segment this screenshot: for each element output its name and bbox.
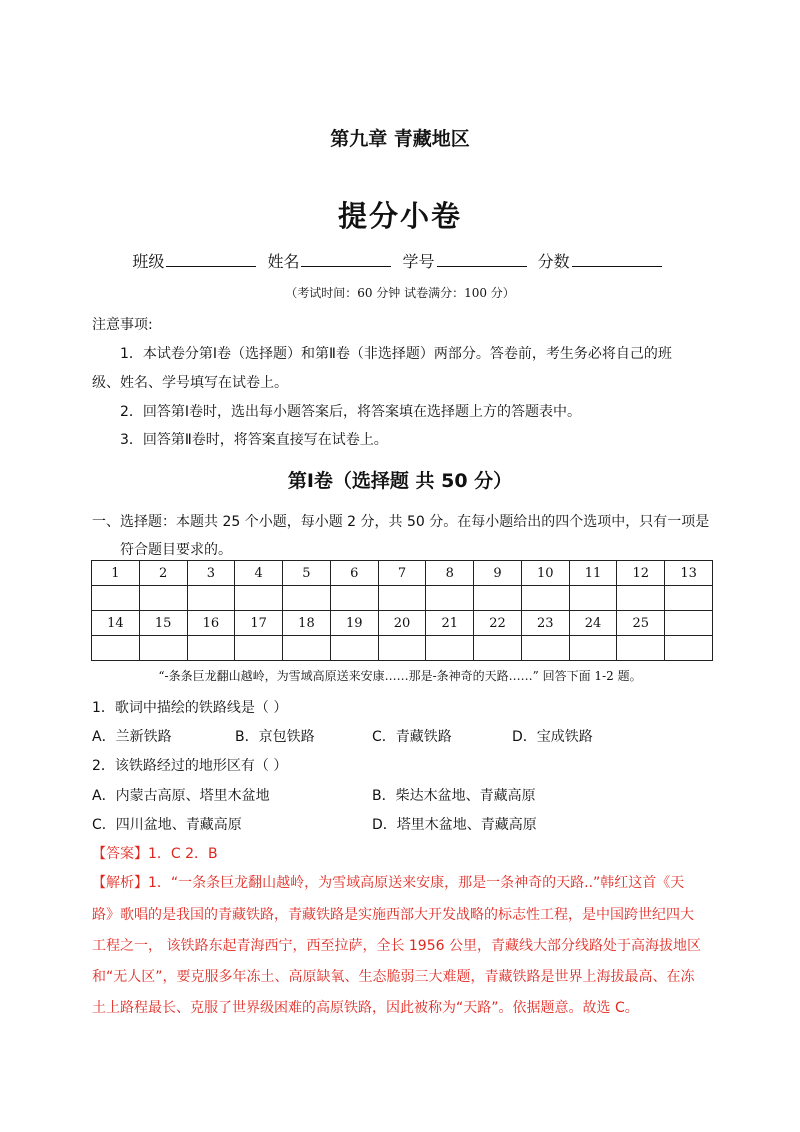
question-2-option-d[interactable]: D．塔里木盆地、青藏高原 — [372, 817, 537, 833]
student-info-row — [0, 249, 800, 272]
paper-title: 提分小卷 — [337, 199, 462, 233]
answer-cell[interactable] — [569, 636, 617, 661]
answer-cell[interactable] — [330, 636, 378, 661]
notice-item-2: 2．回答第Ⅰ卷时，选出每小题答案后，将答案填在选择题上方的答题表中。 — [120, 404, 582, 420]
exam-info: （考试时间：60 分钟 试卷满分：100 分） — [285, 286, 515, 300]
table-cell: 2 — [139, 561, 187, 586]
table-cell: 19 — [330, 611, 378, 636]
name-blank[interactable] — [301, 252, 391, 267]
table-cell: 18 — [283, 611, 331, 636]
table-cell: 16 — [187, 611, 235, 636]
table-cell: 11 — [569, 561, 617, 586]
answer-cell[interactable] — [283, 586, 331, 611]
table-cell: 22 — [474, 611, 522, 636]
table-cell: 21 — [426, 611, 474, 636]
section-instruction: 一、选择题：本题共 25 个小题，每小题 2 分，共 50 分。在每小题给出的四个选项中，只有一项是 — [92, 514, 710, 530]
table-cell: 5 — [283, 561, 331, 586]
table-cell: 6 — [330, 561, 378, 586]
table-cell: 14 — [92, 611, 140, 636]
quote-stem: “-条条巨龙翻山越岭，为雪域高原送来安康……那是-条神奇的天路……” 回答下面 1-2 题。 — [158, 669, 642, 683]
student-id-blank[interactable] — [437, 252, 527, 267]
answer-table — [91, 560, 713, 661]
analysis-line-5: 土上路程最长、克服了世界级困难的高原铁路，因此被称为“天路”。依据题意。故选 C。 — [92, 1000, 639, 1016]
section-title: 第Ⅰ卷（选择题 共 50 分） — [287, 470, 513, 492]
answer-key: 【答案】1．C 2．B — [92, 846, 218, 862]
question-1-option-a[interactable]: A．兰新铁路 — [92, 729, 172, 745]
table-cell: 23 — [521, 611, 569, 636]
answer-cell[interactable] — [283, 636, 331, 661]
table-cell: 24 — [569, 611, 617, 636]
class-blank[interactable] — [166, 252, 256, 267]
answer-cell[interactable] — [474, 636, 522, 661]
answer-cell[interactable] — [330, 586, 378, 611]
answer-table-number-row — [92, 561, 713, 586]
answer-cell[interactable] — [235, 636, 283, 661]
section-instruction-cont: 符合题目要求的。 — [120, 542, 232, 558]
name-label: 姓名 — [267, 252, 300, 271]
notice-item-1-cont: 级、姓名、学号填写在试卷上。 — [92, 375, 288, 391]
answer-cell[interactable] — [92, 636, 140, 661]
class-label: 班级 — [132, 252, 165, 271]
answer-cell[interactable] — [235, 586, 283, 611]
table-cell: 15 — [139, 611, 187, 636]
answer-cell[interactable] — [187, 586, 235, 611]
table-cell: 9 — [474, 561, 522, 586]
question-2-stem: 2．该铁路经过的地形区有（ ） — [92, 758, 288, 774]
answer-cell[interactable] — [521, 636, 569, 661]
score-label: 分数 — [537, 252, 570, 271]
answer-cell[interactable] — [139, 586, 187, 611]
table-cell: 25 — [617, 611, 665, 636]
question-1-stem: 1．歌词中描绘的铁路线是（ ） — [92, 700, 288, 716]
answer-cell[interactable] — [617, 586, 665, 611]
table-cell: 1 — [92, 561, 140, 586]
answer-cell[interactable] — [665, 586, 713, 611]
answer-cell[interactable] — [665, 636, 713, 661]
answer-cell[interactable] — [139, 636, 187, 661]
table-cell: 13 — [665, 561, 713, 586]
question-2-option-b[interactable]: B．柴达木盆地、青藏高原 — [372, 788, 536, 804]
answer-cell[interactable] — [187, 636, 235, 661]
answer-cell[interactable] — [426, 586, 474, 611]
question-2-option-a[interactable]: A．内蒙古高原、塔里木盆地 — [92, 788, 270, 804]
table-cell: 7 — [378, 561, 426, 586]
answer-cell[interactable] — [569, 586, 617, 611]
table-cell: 4 — [235, 561, 283, 586]
answer-cell[interactable] — [474, 586, 522, 611]
answer-cell[interactable] — [521, 586, 569, 611]
table-cell: 20 — [378, 611, 426, 636]
table-cell: 8 — [426, 561, 474, 586]
question-1-option-b[interactable]: B．京包铁路 — [235, 729, 315, 745]
analysis-line-1: 【解析】1．“一条条巨龙翻山越岭，为雪域高原送来安康，那是一条神奇的天路..”韩红这首《天 — [92, 875, 685, 891]
analysis-line-3: 工程之一， 该铁路东起青海西宁，西至拉萨，全长 1956 公里，青藏线大部分线路处于高海拔地区 — [92, 938, 701, 954]
answer-cell[interactable] — [378, 636, 426, 661]
notice-heading: 注意事项: — [92, 317, 153, 333]
table-cell — [665, 611, 713, 636]
answer-table-number-row — [92, 611, 713, 636]
question-2-option-c[interactable]: C．四川盆地、青藏高原 — [92, 817, 242, 833]
question-1-option-d[interactable]: D．宝成铁路 — [512, 729, 593, 745]
answer-table-blank-row — [92, 636, 713, 661]
analysis-line-4: 和“无人区”，要克服多年冻土、高原缺氧、生态脆弱三大难题，青藏铁路是世界上海拔最高、在冻 — [92, 969, 695, 985]
score-blank[interactable] — [572, 252, 662, 267]
student-id-label: 学号 — [402, 252, 435, 271]
answer-table-blank-row — [92, 586, 713, 611]
answer-cell[interactable] — [617, 636, 665, 661]
table-cell: 12 — [617, 561, 665, 586]
answer-cell[interactable] — [92, 586, 140, 611]
notice-item-3: 3．回答第Ⅱ卷时，将答案直接写在试卷上。 — [120, 432, 388, 448]
chapter-title: 第九章 青藏地区 — [330, 128, 470, 150]
analysis-line-2: 路》歌唱的是我国的青藏铁路，青藏铁路是实施西部大开发战略的标志性工程，是中国跨世纪四大 — [92, 907, 694, 923]
answer-cell[interactable] — [426, 636, 474, 661]
table-cell: 10 — [521, 561, 569, 586]
table-cell: 17 — [235, 611, 283, 636]
table-cell: 3 — [187, 561, 235, 586]
answer-cell[interactable] — [378, 586, 426, 611]
notice-item-1: 1．本试卷分第Ⅰ卷（选择题）和第Ⅱ卷（非选择题）两部分。答卷前，考生务必将自己的班 — [120, 346, 672, 362]
question-1-option-c[interactable]: C．青藏铁路 — [372, 729, 452, 745]
